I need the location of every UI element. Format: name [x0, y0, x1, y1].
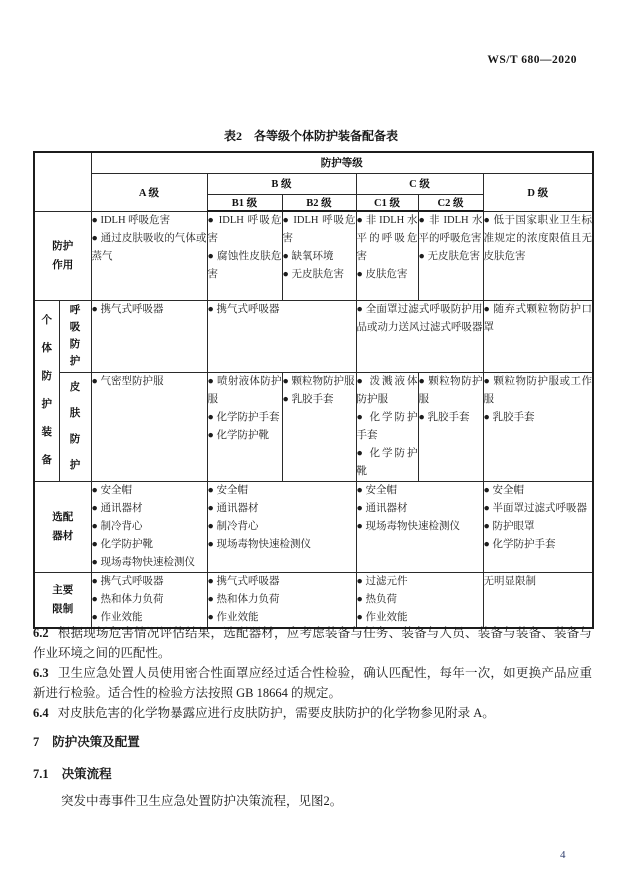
cell-function-b1: ● IDLH 呼吸危害 ● 腐蚀性皮肤危害 [207, 211, 282, 300]
row-label-respiratory [59, 300, 91, 372]
clause-text: 卫生应急处置人员使用密合性面罩应经过适合性检验，确认匹配性，每年一次，如更换产品应重新进行检验。适合性的检验方法按照 GB 18664 的规定。 [33, 666, 592, 700]
section-7-1-heading [33, 764, 112, 782]
cell-optional-c: ● 安全帽 ● 通讯器材 ● 现场毒物快速检测仪 [356, 481, 483, 572]
header-level-c2: C2 级 [418, 194, 483, 211]
cell-skin-d: ● 颗粒物防护服或工作服 ● 乳胶手套 [483, 372, 593, 481]
cell-limits-b: ● 携气式呼吸器 ● 热和体力负荷 ● 作业效能 [207, 572, 356, 628]
cell-respiratory-b: ● 携气式呼吸器 [207, 300, 356, 372]
clause-6-2 [33, 623, 592, 663]
clause-number: 6.2 [33, 626, 49, 640]
section-number: 7.1 [33, 767, 49, 781]
clause-6-4 [33, 703, 592, 723]
clause-text: 对皮肤危害的化学物暴露应进行皮肤防护，需要皮肤防护的化学物参见附录 A。 [57, 706, 495, 720]
cell-limits-d: 无明显限制 [483, 572, 593, 628]
header-level-b2: B2 级 [282, 194, 356, 211]
page-number: 4 [560, 849, 566, 861]
row-label-protective-function [34, 211, 91, 300]
section-7-heading [33, 732, 140, 750]
cell-function-c2: ● 非 IDLH 水平的呼吸危害 ● 无皮肤危害 [418, 211, 483, 300]
cell-optional-d: ● 安全帽 ● 半面罩过滤式呼吸器 ● 防护眼罩 ● 化学防护手套 [483, 481, 593, 572]
row-label-text: 皮肤防护 [69, 381, 81, 471]
table-title: 表2 各等级个体防护装备配备表 [223, 129, 398, 143]
row-label-main-limits [34, 572, 91, 628]
header-level-b1: B1 级 [207, 194, 282, 211]
cell-respiratory-a: ● 携气式呼吸器 [91, 300, 207, 372]
section-number: 7 [33, 735, 40, 749]
cell-skin-b2: ● 颗粒物防护服 ● 乳胶手套 [282, 372, 356, 481]
cell-skin-b1: ● 喷射液体防护服 ● 化学防护手套 ● 化学防护靴 [207, 372, 282, 481]
header-level-d: D 级 [483, 173, 593, 211]
clause-paragraphs [33, 623, 592, 723]
section-title: 决策流程 [61, 767, 112, 781]
header-protection-level: 防护等级 [91, 152, 593, 173]
header-level-a: A 级 [91, 173, 207, 211]
cell-respiratory-c: ● 全面罩过滤式呼吸防护用品或动力送风过滤式呼吸器 [356, 300, 483, 372]
header-level-c1: C1 级 [356, 194, 418, 211]
row-label-ppe [34, 300, 59, 481]
cell-optional-a: ● 安全帽 ● 通讯器材 ● 制冷背心 ● 化学防护靴 ● 现场毒物快速检测仪 [91, 481, 207, 572]
clause-number: 6.3 [33, 666, 49, 680]
ppe-table [33, 151, 594, 629]
cell-function-b2: ● IDLH 呼吸危害 ● 缺氧环境 ● 无皮肤危害 [282, 211, 356, 300]
section-7-1-paragraph: 突发中毒事件卫生应急处置防护决策流程，见图2。 [61, 794, 343, 808]
clause-6-3 [33, 663, 592, 703]
row-label-text: 呼吸防护 [69, 305, 81, 367]
cell-function-c1: ● 非 IDLH 水平的呼吸危害 ● 皮肤危害 [356, 211, 418, 300]
cell-function-d: ● 低于国家职业卫生标准规定的浓度限值且无皮肤危害 [483, 211, 593, 300]
cell-skin-c2: ● 颗粒物防护服 ● 乳胶手套 [418, 372, 483, 481]
standard-number: WS/T 680—2020 [487, 54, 577, 66]
cell-limits-c: ● 过滤元件 ● 热负荷 ● 作业效能 [356, 572, 483, 628]
cell-optional-b: ● 安全帽 ● 通讯器材 ● 制冷背心 ● 现场毒物快速检测仪 [207, 481, 356, 572]
row-label-text: 主要限制 [52, 584, 74, 615]
header-level-b: B 级 [207, 173, 356, 194]
row-label-text: 选配器材 [52, 511, 74, 542]
cell-function-a: ● IDLH 呼吸危害 ● 通过皮肤吸收的气体或蒸气 [91, 211, 207, 300]
row-label-text: 个体防护装备 [41, 314, 52, 466]
table-corner-cell [34, 152, 91, 211]
cell-skin-c1: ● 泼溅液体防护服 ● 化学防护手套 ● 化学防护靴 [356, 372, 418, 481]
row-label-optional-equipment [34, 481, 91, 572]
row-label-text: 防护作用 [52, 240, 74, 271]
cell-skin-a: ● 气密型防护服 [91, 372, 207, 481]
cell-respiratory-d: ● 随弃式颗粒物防护口罩 [483, 300, 593, 372]
clause-text: 根据现场危害情况评估结果，选配器材，应考虑装备与任务、装备与人员、装备与装备、装备与作业环境之间的匹配性。 [33, 626, 592, 660]
clause-number: 6.4 [33, 706, 49, 720]
header-level-c: C 级 [356, 173, 483, 194]
cell-limits-a: ● 携气式呼吸器 ● 热和体力负荷 ● 作业效能 [91, 572, 207, 628]
row-label-skin [59, 372, 91, 481]
section-title: 防护决策及配置 [52, 735, 140, 749]
